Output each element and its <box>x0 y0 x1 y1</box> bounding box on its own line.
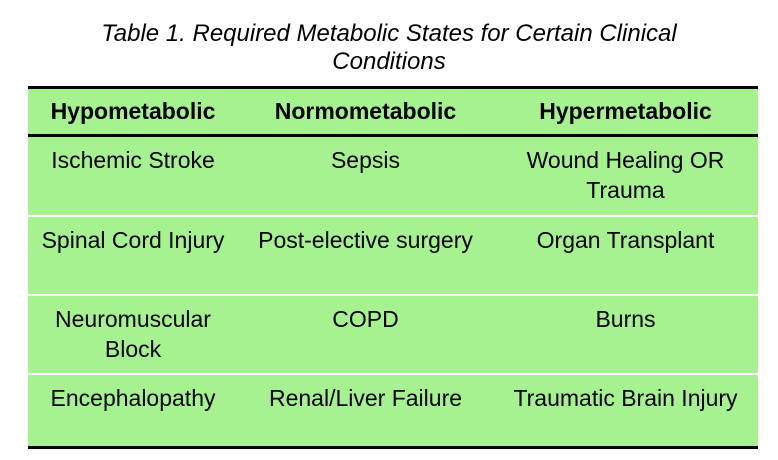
table-cell: Post-elective surgery <box>238 216 493 295</box>
table-cell: Wound Healing OR Trauma <box>526 147 725 203</box>
header-normometabolic: Normometabolic <box>238 89 493 136</box>
table-row <box>28 216 758 295</box>
table-caption-line-1: Table 1. Required Metabolic States for Certain Clinical <box>101 20 677 47</box>
table-cell: Ischemic Stroke <box>51 147 215 173</box>
header-hypometabolic: Hypometabolic <box>28 89 238 136</box>
header-hypermetabolic: Hypermetabolic <box>493 89 758 136</box>
table-caption <box>0 20 778 76</box>
table-row <box>28 136 758 216</box>
table-caption-line-2: Conditions <box>332 48 446 75</box>
table-cell: Organ Transplant <box>493 216 758 295</box>
table-cell: Sepsis <box>330 147 401 173</box>
table-grid <box>28 89 758 451</box>
table-row <box>28 374 758 451</box>
table-cell: Renal/Liver Failure <box>238 374 493 451</box>
metabolic-states-table <box>28 86 758 449</box>
table-cell: Neuromuscular Block <box>28 295 238 374</box>
table-cell: Burns <box>493 295 758 374</box>
table-row <box>28 295 758 374</box>
table-cell: Spinal Cord Injury <box>28 216 238 295</box>
table-cell: Traumatic Brain Injury <box>493 374 758 451</box>
table-cell: Encephalopathy <box>28 374 238 451</box>
table-header-row <box>28 89 758 136</box>
table-cell: COPD <box>238 295 493 374</box>
